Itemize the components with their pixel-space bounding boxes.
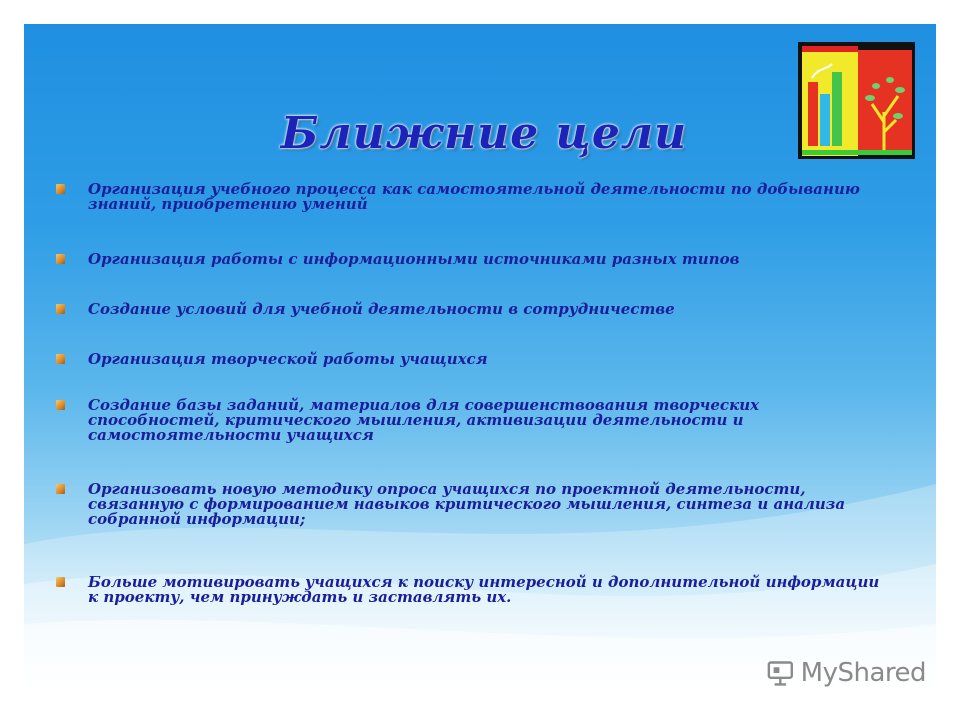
bullet-icon xyxy=(56,400,65,410)
list-item-text: Организация работы с информационными источниками разных типов xyxy=(88,250,740,268)
bullet-icon xyxy=(56,184,65,194)
list-item-text: Организация творческой работы учащихся xyxy=(88,350,488,368)
watermark-logo xyxy=(766,656,926,690)
list-item-text: Создание условий для учебной деятельности в сотрудничестве xyxy=(88,300,675,318)
list-item-text: Организовать новую методику опроса учащихся по проектной деятельности, связанную с формированием навыков критического мышления, синтеза и анализа собранной информации; xyxy=(88,480,846,528)
list-item-text: Организация учебного процесса как самостоятельной деятельности по добыванию знаний, приобретению умений xyxy=(88,180,860,213)
bullet-icon xyxy=(56,254,65,264)
watermark-text: MyShared xyxy=(800,658,926,688)
list-item-text: Больше мотивировать учащихся к поиску интересной и дополнительной информации к проекту, чем принуждать и заставлять их. xyxy=(88,573,880,606)
bullet-icon xyxy=(56,484,65,494)
bullet-icon xyxy=(56,577,65,587)
bullet-icon xyxy=(56,354,65,364)
slide xyxy=(24,24,936,694)
chart-tree-picture xyxy=(798,42,915,159)
presentation-board-icon xyxy=(766,658,795,688)
bullet-icon xyxy=(56,304,65,314)
slide-title: Ближние цели xyxy=(280,108,688,159)
list-item-text: Создание базы заданий, материалов для совершенствования творческих способностей, критического мышления, активизации деятельности и самостоятельности учащихся xyxy=(88,396,760,444)
